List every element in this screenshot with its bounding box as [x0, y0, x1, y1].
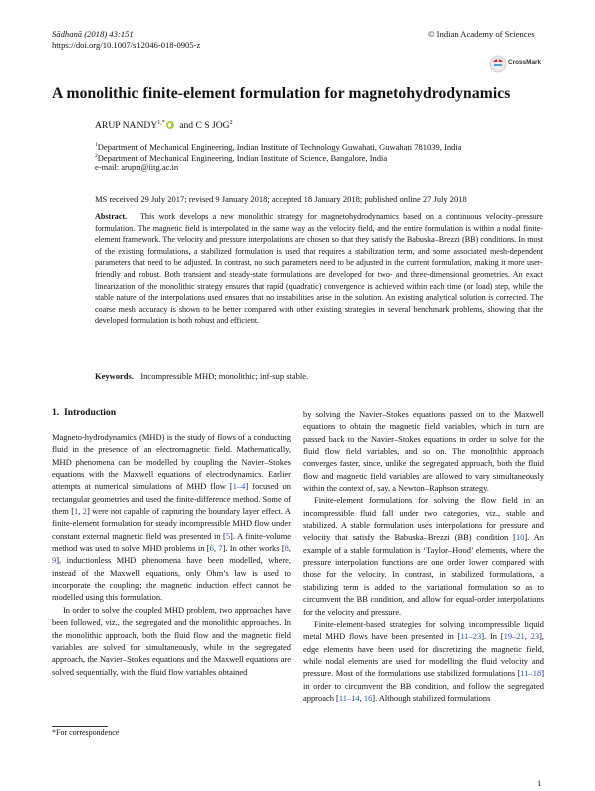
citation-link[interactable]: 8: [284, 543, 289, 554]
crossmark-label: CrossMark: [508, 59, 542, 66]
section-heading: 1. Introduction: [52, 407, 117, 418]
author-superscript: 2: [229, 120, 233, 126]
citation-link[interactable]: 10: [515, 532, 525, 543]
citation-link[interactable]: 19–21: [503, 631, 525, 642]
paragraph: Finite-element-based strategies for solving incompressible liquid metal MHD flows have been presented in [11–23]. In [19–21, 23], edge elements have been used for discretizing the magnetic field, while nodal elements are used for modelling the fluid velocity and pressure. Most of the formulations use stabilized formulations [11–18] in order to circumvent the BB condition, and follow the segregated approach [11–14, 16]. Although stabilized formulations: [303, 618, 544, 703]
citation-link[interactable]: 1–4: [232, 481, 246, 492]
citation-link[interactable]: 11–23: [460, 631, 482, 642]
paper-title: A monolithic finite-element formulation for magnetohydrodynamics: [52, 85, 511, 102]
copyright-notice: © Indian Academy of Sciences: [428, 29, 535, 39]
orcid-icon[interactable]: [166, 121, 174, 129]
author-name: C S JOG: [195, 120, 230, 132]
email-address[interactable]: e-mail: arupn@iitg.ac.in: [95, 162, 179, 172]
right-column: [303, 408, 544, 704]
manuscript-dates: MS received 29 July 2017; revised 9 January 2018; accepted 18 January 2018; published online 27 July 2018: [95, 194, 467, 204]
author-connector: and: [179, 120, 194, 132]
abstract-text: This work develops a new monolithic strategy for magnetohydrodynamics based on a continuous velocity–pressure formulation. The magnetic field is interpolated in the same way as the velocity field, and the entire formulation is within a nodal finite-element framework. The velocity and pressure interpolations are chosen so that they satisfy the Babuska–Brezzi (BB) conditions. In most of the existing formulations, a stabilized formulation is used that requires a stabilization term, and some associated mesh-dependent parameters that need to be adjusted. In contrast, no such parameters need to be adjusted in the current formulation, making it more user-friendly and robust. Both transient and steady-state formulations are developed for two- and three-dimensional geometries. An exact linearization of the monolithic strategy ensures that rapid (quadratic) convergence is achieved within each time (or load) step, while the stable nature of the interpolations used ensures that no instabilities arise in the solution. An existing analytical solution is corrected. The coarse mesh accuracy is shown to be better compared with other existing strategies in several benchmark problems, showing that the developed formulation is both robust and efficient.: [95, 212, 543, 326]
left-column: [52, 431, 291, 678]
crossmark-badge[interactable]: [489, 54, 549, 74]
abstract-label: Abstract.: [95, 212, 128, 221]
paragraph: Finite-element formulations for solving the flow field in an incompressible fluid fall under two categories, viz., stable and stabilized. A stable formulation uses interpolations for pressure and velocity that satisfy the Babuska–Brezzi (BB) condition [10]. An example of a stable formulation is ‘Taylor–Hood’ elements, where the pressure interpolation functions are one order lower compared with those for the velocity. In contrast, in stabilized formulations, a stabilizing term is added to the variational formulation so as to circumvent the BB condition, and allow for equal-order interpolations for the velocity and pressure.: [303, 495, 544, 617]
citation-link[interactable]: 23: [530, 631, 540, 642]
keywords-label: Keywords.: [95, 371, 134, 381]
keywords: [95, 371, 308, 381]
citation-link[interactable]: 11–18: [520, 668, 542, 679]
citation-link[interactable]: 6: [209, 543, 214, 554]
paragraph: Magneto-hydrodynamics (MHD) is the study of flows of a conducting fluid in the presence of an electromagnetic field. Mathematically, MHD phenomena can be modelled by coupling the Navier–Stokes equations with the Maxwell equations of electrodynamics. Earlier attempts at numerical simulations of MHD flow [1–4] focused on rectangular geometries and used the finite-difference method. Some of them [1, 2] were not capable of capturing the boundary layer effect. A finite-element formulation for steady incompressible MHD flow under constant external magnetic field was presented in [5]. A finite-volume method was used to solve MHD problems in [6, 7]. In other works [8, 9], inductionless MHD phenomena have been modelled, where, instead of the Maxwell equations, only Ohm’s law is used to incorporate the coupling; the magnetic induction effect cannot be modelled using this formulation.: [52, 432, 291, 603]
abstract: [95, 211, 543, 327]
doi-link[interactable]: https://doi.org/10.1007/s12046-018-0905-z: [52, 40, 201, 50]
footnote: *For correspondence: [52, 728, 120, 737]
journal-citation: Sādhanā (2018) 43:151: [52, 29, 134, 39]
author-name: ARUP NANDY: [95, 120, 158, 132]
paragraph: In order to solve the coupled MHD problem, two approaches have been followed, viz., the segregated and the monolithic approaches. In the monolithic approach, both the fluid flow and the magnetic field variables are solved for simultaneously, while in the segregated approach, the Navier–Stokes equations and the Maxwell equations are solved sequentially, with the fluid flow variables obtained: [52, 604, 291, 677]
footnote-rule: [52, 726, 108, 727]
affiliation: $^1$Department of Mechanical Engineering, Indian Institute of Technology Guwahati, Guwahati 781039, India: [95, 141, 462, 152]
citation-link[interactable]: 5: [225, 530, 231, 541]
citation-link[interactable]: 16: [363, 692, 373, 703]
author-superscript: 1,*: [157, 120, 165, 126]
affiliation: $^2$Department of Mechanical Engineering, Indian Institute of Science, Bangalore, India: [95, 152, 388, 163]
citation-link[interactable]: 2: [82, 506, 87, 517]
citation-link[interactable]: 9: [52, 555, 57, 566]
citation-link[interactable]: 11–14: [338, 692, 360, 703]
author-list: [95, 120, 233, 131]
citation-link[interactable]: 7: [218, 543, 223, 554]
keywords-text: Incompressible MHD; monolithic; inf-sup stable.: [140, 371, 309, 381]
citation-link[interactable]: 1: [74, 506, 79, 517]
paragraph: by solving the Navier–Stokes equations passed on to the Maxwell equations to obtain the magnetic field variables, which in turn are passed back to the Navier–Stokes equations in order to solve for the fluid flow field variables, and so on. The monolithic approach converges faster, since, unlike the segregated approach, both the fluid flow and magnetic field variables are allowed to vary simultaneously within the context of, say, a Newton–Raphson strategy.: [303, 409, 544, 494]
page-number: 1: [537, 778, 542, 788]
